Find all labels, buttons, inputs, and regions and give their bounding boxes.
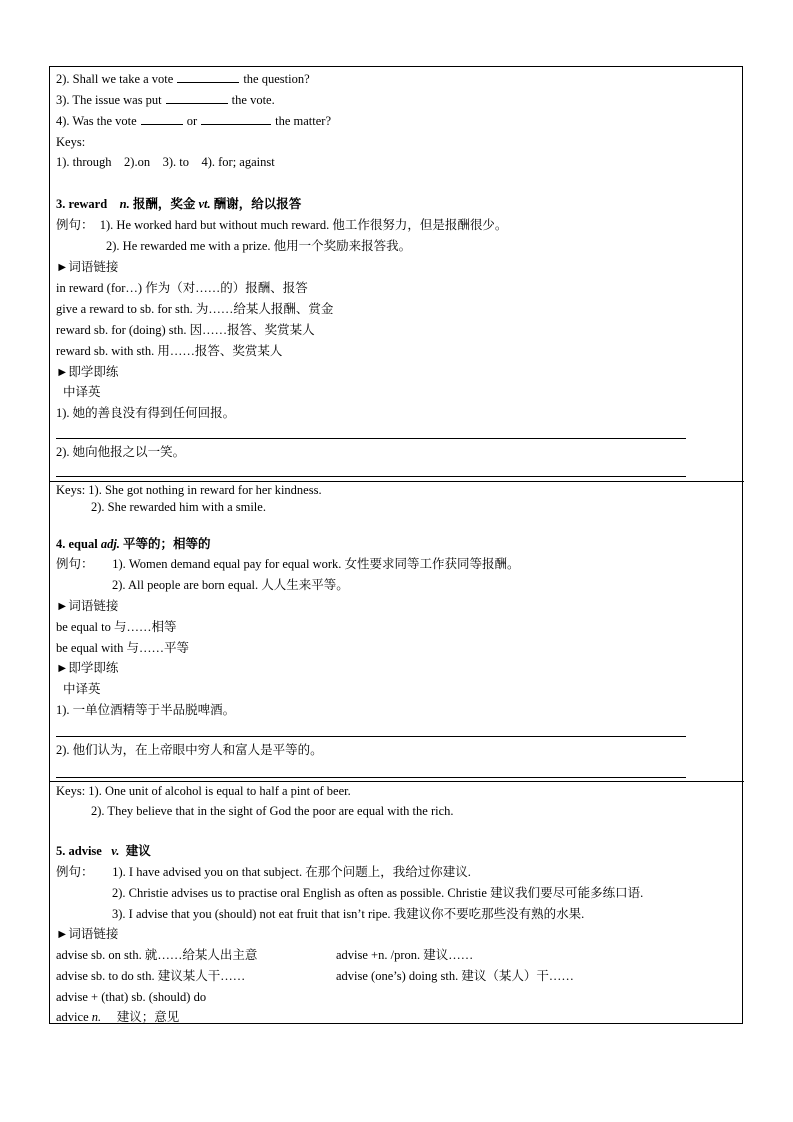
example-label: 例句： <box>56 557 94 571</box>
example-label: 例句： <box>56 218 94 232</box>
answer-blank[interactable] <box>177 69 239 83</box>
question-2 <box>56 69 310 89</box>
example-text: 2). All people are born equal. 人人生来平等。 <box>112 578 349 592</box>
word-link-item: advise sb. to do sth. 建议某人干…… <box>56 969 246 983</box>
keys-answers: 2). They believe that in the sight of God the poor are equal with the rich. <box>91 804 454 818</box>
word-link-item: advise sb. on sth. 就……给某人出主意 <box>56 948 258 962</box>
example-line <box>56 215 507 235</box>
question-3 <box>56 90 275 110</box>
word-link-item: reward sb. with sth. 用……报答、奖赏某人 <box>56 344 283 358</box>
question-text: 3). The issue was put <box>56 93 162 107</box>
practice-item: 1). 一单位酒精等于半品脱啤酒。 <box>56 703 236 717</box>
practice-label: ►即学即练 <box>56 661 119 675</box>
example-line <box>56 554 520 574</box>
example-text: 1). I have advised you on that subject. 在那个问题上，我给过你建议. <box>112 865 471 879</box>
pos-label: n. <box>91 1010 102 1024</box>
example-label: 例句： <box>56 865 94 879</box>
word-link-label: ►词语链接 <box>56 260 119 274</box>
pos-label: n. <box>119 197 130 211</box>
keys-answers: Keys: 1). She got nothing in reward for her kindness. <box>56 483 322 497</box>
example-text: 3). I advise that you (should) not eat fruit that isn’t ripe. 我建议你不要吃那些没有熟的水果. <box>112 907 585 921</box>
question-text: the matter? <box>275 114 331 128</box>
word-link-item: advise (one’s) doing sth. 建议（某人）干…… <box>336 969 574 983</box>
question-text: the question? <box>243 72 310 86</box>
word-link-item: advise +n. /pron. 建议…… <box>336 948 474 962</box>
translate-label: 中译英 <box>63 385 101 399</box>
answer-blank[interactable] <box>166 90 228 104</box>
heading-meaning: 建议 <box>125 844 151 858</box>
word-link-item <box>56 1007 179 1027</box>
keys-answers: 1). through 2).on 3). to 4). for; against <box>56 155 275 169</box>
heading-meaning: 平等的；相等的 <box>123 537 211 551</box>
document-frame <box>49 66 743 1024</box>
answer-line[interactable] <box>56 438 686 439</box>
answer-line[interactable] <box>56 777 686 778</box>
document-content <box>56 67 736 1023</box>
pos-label: adj. <box>100 537 120 551</box>
answer-blank[interactable] <box>141 111 183 125</box>
pos-label: v. <box>111 844 120 858</box>
word-link-meaning: 建议；意见 <box>116 1010 180 1024</box>
word-link-item: be equal with 与……平等 <box>56 641 189 655</box>
heading-meaning: 报酬，奖金 <box>132 197 196 211</box>
question-4 <box>56 111 331 131</box>
example-text: 1). Women demand equal pay for equal work. 女性要求同等工作获同等报酬。 <box>112 557 520 571</box>
example-text: 1). He worked hard but without much reward. 他工作很努力，但是报酬很少。 <box>99 218 508 232</box>
practice-item: 2). 他们认为，在上帝眼中穷人和富人是平等的。 <box>56 743 323 757</box>
translate-label: 中译英 <box>63 682 101 696</box>
heading-word: 3. reward <box>56 197 108 211</box>
question-text: 4). Was the vote <box>56 114 137 128</box>
answer-blank[interactable] <box>201 111 271 125</box>
word-link-word: advice <box>56 1010 89 1024</box>
example-line <box>56 862 471 882</box>
practice-label: ►即学即练 <box>56 365 119 379</box>
word-link-item: be equal to 与……相等 <box>56 620 177 634</box>
example-text: 2). Christie advises us to practise oral English as often as possible. Christie 建议我们要尽可能多练口语. <box>112 886 644 900</box>
word-link-item: give a reward to sb. for sth. 为……给某人报酬、赏金 <box>56 302 334 316</box>
pos-label: vt. <box>198 197 211 211</box>
word-link-item: in reward (for…) 作为（对……的）报酬、报答 <box>56 281 308 295</box>
answer-line[interactable] <box>56 736 686 737</box>
question-text: or <box>186 114 198 128</box>
question-text: the vote. <box>231 93 275 107</box>
section-heading-advise <box>56 841 151 861</box>
heading-word: 4. equal <box>56 537 98 551</box>
keys-label: Keys: <box>56 135 86 149</box>
word-link-row <box>56 966 716 986</box>
heading-word: 5. advise <box>56 844 102 858</box>
keys-answers: 2). She rewarded him with a smile. <box>91 500 266 514</box>
section-heading-reward <box>56 194 301 214</box>
word-link-row <box>56 945 716 965</box>
section-heading-equal <box>56 534 211 554</box>
question-text: 2). Shall we take a vote <box>56 72 174 86</box>
practice-item: 2). 她向他报之以一笑。 <box>56 445 186 459</box>
word-link-item: advise + (that) sb. (should) do <box>56 990 207 1004</box>
example-text: 2). He rewarded me with a prize. 他用一个奖励来报答我。 <box>106 239 412 253</box>
keys-answers: Keys: 1). One unit of alcohol is equal to half a pint of beer. <box>56 784 351 798</box>
word-link-label: ►词语链接 <box>56 927 119 941</box>
heading-meaning: 酬谢，给以报答 <box>213 197 302 211</box>
word-link-item: reward sb. for (doing) sth. 因……报答、奖赏某人 <box>56 323 315 337</box>
word-link-label: ►词语链接 <box>56 599 119 613</box>
practice-item: 1). 她的善良没有得到任何回报。 <box>56 406 236 420</box>
answer-line[interactable] <box>56 476 686 477</box>
